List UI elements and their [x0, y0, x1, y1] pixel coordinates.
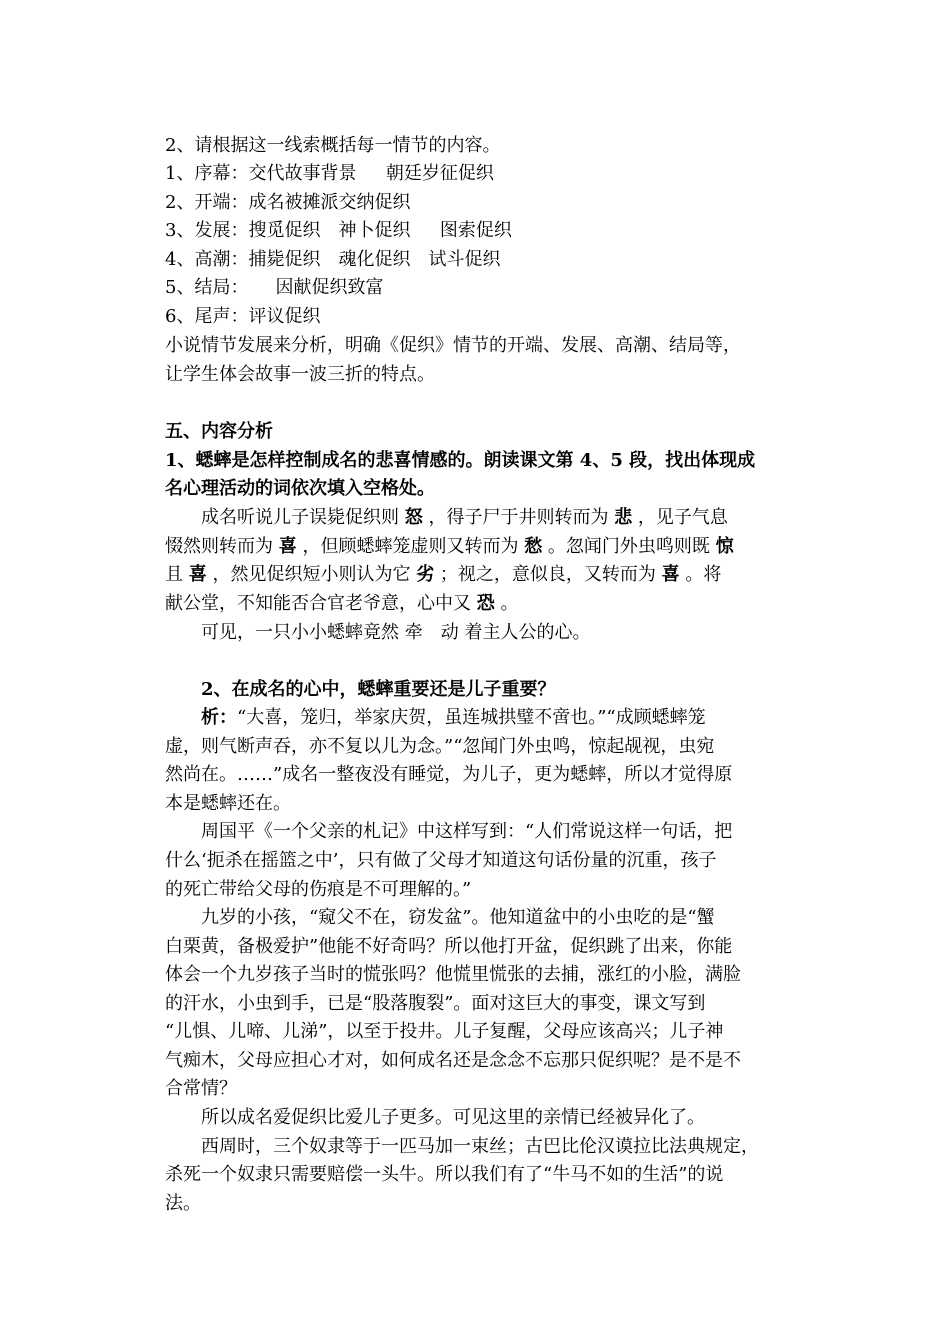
plot-item-text: 评议促织: [248, 306, 321, 327]
fill-answer: 劣: [416, 564, 435, 585]
plot-item-label: 6、尾声：: [165, 306, 249, 327]
plot-item-text: 捕毙促织 魂化促织 试斗促织: [248, 249, 501, 270]
plot-item-4: [165, 246, 500, 274]
analysis-line: 气痴木，父母应担心才对，如何成名还是念念不忘那只促织呢？是不是不: [165, 1050, 741, 1071]
analysis-line: 合常情？: [165, 1078, 237, 1099]
fill-line-3: [165, 561, 721, 589]
analysis-line: 周国平《一个父亲的札记》中这样写到：“人们常说这样一句话，把: [165, 821, 733, 842]
fill-text: 成名听说儿子误毙促织则: [165, 507, 405, 528]
analysis-line: 本是蟋蟀还在。: [165, 793, 291, 814]
plot-item-label: 4、高潮：: [165, 249, 249, 270]
fill-text: 且: [165, 564, 189, 585]
fill-answer: 喜: [188, 564, 207, 585]
plot-intro: 2、请根据这一线索概括每一情节的内容。: [165, 135, 501, 156]
plot-item-text: 交代故事背景 朝廷岁征促织: [248, 163, 494, 184]
fill-text: 。将: [679, 564, 722, 585]
fill-answer: 恐: [476, 593, 495, 614]
analysis-line: 所以成名爱促织比爱儿子更多。可见这里的亲情已经被异化了。: [165, 1107, 705, 1128]
fill-answer: 怒: [404, 507, 423, 528]
plot-summary-line-1: 小说情节发展来分析，明确《促织》情节的开端、发展、高潮、结局等，: [165, 335, 741, 356]
analysis-line: 的汗水，小虫到手，已是“股落腹裂”。面对这巨大的事变，课文写到: [165, 993, 706, 1014]
section-title: 五、内容分析: [165, 421, 273, 442]
fill-conclusion: 可见，一只小小蟋蟀竟然 牵 动 着主人公的心。: [165, 622, 591, 643]
fill-answer: 愁: [524, 536, 543, 557]
analysis-line: 西周时，三个奴隶等于一匹马加一束丝；古巴比伦汉谟拉比法典规定，: [165, 1136, 759, 1157]
analysis-line: 九岁的小孩，“窥父不在，窃发盆”。他知道盆中的小虫吃的是“蟹: [165, 907, 715, 928]
analysis-line: 体会一个九岁孩子当时的慌张吗？他慌里慌张的去捕，涨红的小脸，满脸: [165, 964, 741, 985]
analysis-line: 白栗黄，备极爱护”他能不好奇吗？所以他打开盆，促织跳了出来，你能: [165, 936, 733, 957]
fill-text: ，然见促织短小则认为它: [206, 564, 417, 585]
analysis-line: “儿惧、儿啼、儿涕”，以至于投井。儿子复醒，父母应该高兴；儿子神: [165, 1021, 724, 1042]
analysis-text: “大喜，笼归，举家庆贺，虽连城拱璧不啻也。”“成顾蟋蟀笼: [237, 707, 706, 728]
fill-text: ，见子气息: [632, 507, 728, 528]
analysis-line: 什么‘扼杀在摇篮之中’，只有做了父母才知道这句话份量的沉重，孩子: [165, 850, 717, 871]
fill-text: 惙然则转而为: [165, 536, 279, 557]
plot-item-2: [165, 189, 410, 217]
analysis-line: 的死亡带给父母的伤痕是不可理解的。”: [165, 879, 472, 900]
question-1-line-1: 1、蟋蟀是怎样控制成名的悲喜情感的。朗读课文第 4、5 段，找出体现成: [165, 450, 756, 471]
analysis-line: 然尚在。……”成名一整夜没有睡觉，为儿子，更为蟋蟀，所以才觉得原: [165, 764, 733, 785]
analysis-label: 析：: [165, 707, 237, 728]
analysis-line-1: [165, 704, 706, 732]
plot-item-5: [165, 274, 383, 302]
fill-answer: 喜: [661, 564, 680, 585]
fill-line-1: [165, 504, 728, 532]
analysis-line: 虚，则气断声吞，亦不复以儿为念。”“忽闻门外虫鸣，惊起觇视，虫宛: [165, 736, 715, 757]
analysis-line: 杀死一个奴隶只需要赔偿一头牛。所以我们有了“牛马不如的生活”的说: [165, 1164, 724, 1185]
plot-summary-line-2: 让学生体会故事一波三折的特点。: [165, 364, 435, 385]
plot-item-label: 1、序幕：: [165, 163, 249, 184]
plot-item-6: [165, 303, 320, 331]
question-1-line-2: 名心理活动的词依次填入空格处。: [165, 478, 435, 499]
analysis-line: 法。: [165, 1193, 201, 1214]
plot-item-label: 2、开端：: [165, 192, 249, 213]
fill-answer: 惊: [715, 536, 734, 557]
fill-text: 。忽闻门外虫鸣则既: [542, 536, 716, 557]
fill-line-4: [165, 590, 518, 618]
fill-text: ，但顾蟋蟀笼虚则又转而为: [296, 536, 525, 557]
fill-text: 献公堂，不知能否合官老爷意，心中又: [165, 593, 477, 614]
plot-item-1: [165, 160, 494, 188]
fill-text: ；视之，意似良，又转而为: [434, 564, 662, 585]
plot-item-text: 因献促织致富: [239, 277, 384, 298]
fill-answer: 喜: [278, 536, 297, 557]
plot-item-3: [165, 217, 512, 245]
fill-text: ，得子尸于井则转而为: [422, 507, 615, 528]
plot-item-text: 成名被摊派交纳促织: [248, 192, 411, 213]
question-2-title: 2、在成名的心中，蟋蟀重要还是儿子重要？: [165, 679, 556, 700]
fill-answer: 悲: [614, 507, 633, 528]
plot-item-text: 搜觅促织 神卜促织 图索促织: [248, 220, 512, 241]
fill-line-2: [165, 533, 734, 561]
plot-item-label: 3、发展：: [165, 220, 249, 241]
fill-text: 。: [494, 593, 519, 614]
plot-item-label: 5、结局：: [165, 277, 240, 298]
